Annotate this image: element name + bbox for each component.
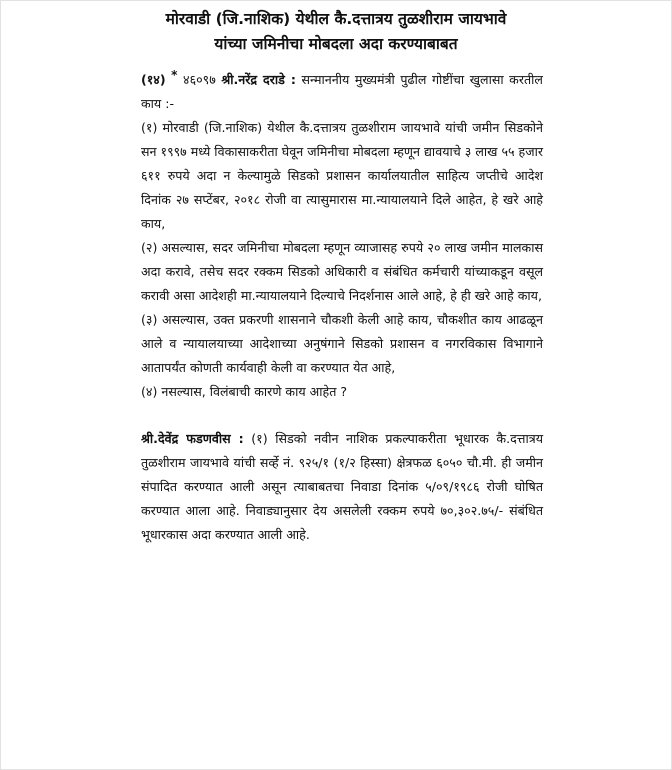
title-line-2: यांच्या जमिनीचा मोबदला अदा करण्याबाबत xyxy=(214,35,458,53)
answer-text: (१) सिडको नवीन नाशिक प्रकल्पाकरीता भूधारक कै.दत्तात्रय तुळशीराम जायभावे यांची सर्व्हे नं. ९२५/१ (१/२ हिस्सा) क्षेत्रफळ ६०५० चौ.मी. ही जमीन संपादित करण्यात आली असून त्याबाबतचा निवाडा दिनांक ५/०९/१९८६ रोजी घोषित करण्यात आला आहे. निवाड्यानुसार देय असलेली रक्कम रुपये ७०,३०२.७५/- संबंधित भूधारकास अदा करण्यात आली आहे. xyxy=(141,431,543,542)
question-part-2: (२) असल्यास, सदर जमिनीचा मोबदला म्हणून व्याजासह रुपये २० लाख जमीन मालकास अदा करावे, तसेच सदर रक्कम सिडको अधिकारी व संबंधित कर्मचारी यांच्याकडून वसूल करावी असा आदेशही मा.न्यायालयाने दिल्याचे निदर्शनास आले आहे, हे ही खरे आहे काय, xyxy=(141,240,543,303)
document-title xyxy=(120,7,552,57)
question-number: (१४) xyxy=(141,72,166,87)
answer-responder: श्री.देवेंद्र फडणवीस : xyxy=(141,431,244,446)
section-gap xyxy=(141,404,543,427)
question-part-3: (३) असल्यास, उक्त प्रकरणी शासनाने चौकशी केली आहे काय, चौकशीत काय आढळून आले व न्यायालयाच्या आदेशाच्या अनुषंगाने सिडको प्रशासन व नगरविकास विभागाने आतापर्यंत कोणती कार्यवाही केली वा करण्यात येत आहे, xyxy=(141,312,543,375)
question-part-4: (४) नसल्यास, विलंबाची कारणे काय आहेत ? xyxy=(141,384,348,399)
starred-question-marker: * xyxy=(171,68,178,82)
question-code: ४६०९७ xyxy=(183,72,216,87)
question-header xyxy=(141,68,543,116)
question-asker: श्री.नरेंद्र दराडे : xyxy=(221,72,296,87)
title-line-1: मोरवाडी (जि.नाशिक) येथील कै.दत्तात्रय तुळशीराम जायभावे xyxy=(165,10,507,28)
question-intro: सन्माननीय मुख्यमंत्री पुढील गोष्टींचा खुलासा करतील काय :- xyxy=(141,72,543,111)
document-body xyxy=(141,68,543,547)
question-part-1: (१) मोरवाडी (जि.नाशिक) येथील कै.दत्तात्रय तुळशीराम जायभावे यांची जमीन सिडकोने सन १९९७ मध्ये विकासाकरीता घेवून जमिनीचा मोबदला म्हणून द्यावयाचे ३ लाख ५५ हजार ६११ रुपये अदा न केल्यामुळे सिडको प्रशासन कार्यालयातील साहित्य जप्तीचे आदेश दिनांक २७ सप्टेंबर, २०१८ रोजी वा त्यासुमारास मा.न्यायालयाने दिले आहेत, हे खरे आहे काय, xyxy=(141,120,543,231)
answer-paragraph xyxy=(141,427,543,547)
